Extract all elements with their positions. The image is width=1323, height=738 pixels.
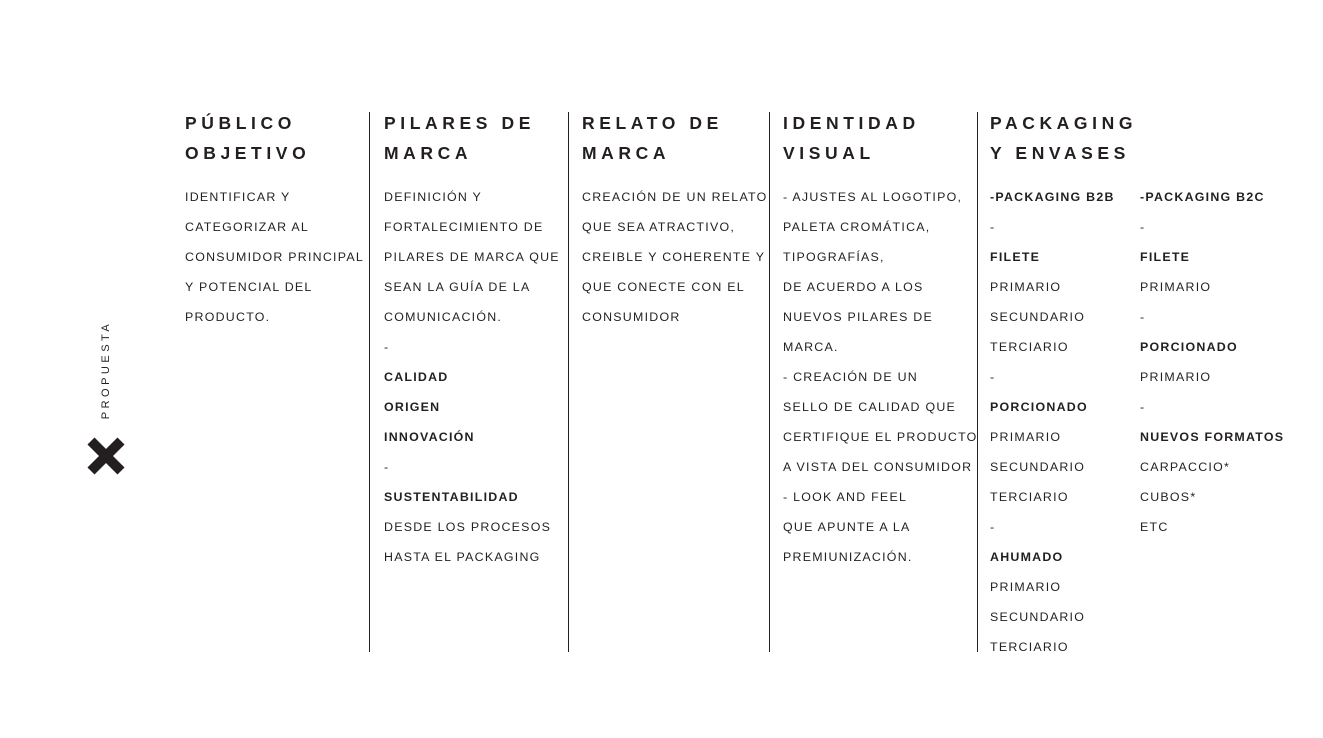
text-line: PRIMARIO (990, 430, 1062, 444)
bold-label: SUSTENTABILIDAD (384, 490, 519, 504)
text-line: Y POTENCIAL DEL (185, 280, 313, 294)
text-line: QUE SEA ATRACTIVO, (582, 220, 736, 234)
text-line: CUBOS* (1140, 490, 1197, 504)
bold-label: NUEVOS FORMATOS (1140, 430, 1285, 444)
column-body (384, 182, 560, 572)
subcolumn-b2c (1140, 182, 1284, 542)
column-title-line: MARCA (384, 143, 473, 163)
text-line: SECUNDARIO (990, 460, 1086, 474)
x-cross-icon (86, 436, 126, 476)
bold-label: -PACKAGING B2B (990, 190, 1115, 204)
dash-separator: - (990, 520, 996, 534)
dash-separator: - (1140, 220, 1146, 234)
text-line: IDENTIFICAR Y (185, 190, 291, 204)
subcolumn-b2b (990, 182, 1115, 662)
column-identidad-visual (783, 108, 978, 572)
text-line: PRIMARIO (1140, 280, 1212, 294)
text-line: PALETA CROMÁTICA, (783, 220, 931, 234)
text-line: - CREACIÓN DE UN (783, 370, 918, 384)
text-line: SEAN LA GUÍA DE LA (384, 280, 531, 294)
text-line: CREACIÓN DE UN RELATO (582, 190, 768, 204)
text-line: - LOOK AND FEEL (783, 490, 908, 504)
text-line: TERCIARIO (990, 640, 1069, 654)
column-title (582, 108, 768, 168)
column-publico-objetivo (185, 108, 364, 332)
column-title (384, 108, 560, 168)
column-title-line: Y ENVASES (990, 143, 1130, 163)
column-title-line: PILARES DE (384, 113, 536, 133)
text-line: SECUNDARIO (990, 310, 1086, 324)
column-title-line: OBJETIVO (185, 143, 311, 163)
column-packaging-y-envases (990, 108, 1310, 654)
text-line: SELLO DE CALIDAD QUE (783, 400, 957, 414)
dash-separator: - (990, 220, 996, 234)
column-pilares-de-marca (384, 108, 560, 572)
column-title-line: RELATO DE (582, 113, 723, 133)
text-line: ETC (1140, 520, 1169, 534)
text-line: SECUNDARIO (990, 610, 1086, 624)
column-title (185, 108, 364, 168)
column-body (185, 182, 364, 332)
bold-label: -PACKAGING B2C (1140, 190, 1265, 204)
text-line: CERTIFIQUE EL PRODUCTO (783, 430, 978, 444)
text-line: PRODUCTO. (185, 310, 271, 324)
text-line: - AJUSTES AL LOGOTIPO, (783, 190, 963, 204)
column-title-line: PACKAGING (990, 113, 1138, 133)
column-divider (568, 112, 569, 652)
bold-label: AHUMADO (990, 550, 1064, 564)
column-title-line: PÚBLICO (185, 113, 296, 133)
text-line: DE ACUERDO A LOS (783, 280, 924, 294)
text-line: HASTA EL PACKAGING (384, 550, 541, 564)
column-title (783, 108, 978, 168)
text-line: DESDE LOS PROCESOS (384, 520, 552, 534)
text-line: CARPACCIO* (1140, 460, 1231, 474)
text-line: TERCIARIO (990, 490, 1069, 504)
text-line: QUE APUNTE A LA (783, 520, 911, 534)
text-line: FORTALECIMIENTO DE (384, 220, 544, 234)
dash-separator: - (384, 460, 390, 474)
column-title-line: IDENTIDAD (783, 113, 920, 133)
text-line: NUEVOS PILARES DE (783, 310, 934, 324)
text-line: TERCIARIO (990, 340, 1069, 354)
dash-separator: - (1140, 400, 1146, 414)
bold-label: FILETE (1140, 250, 1191, 264)
column-relato-de-marca (582, 108, 768, 332)
text-line: PREMIUNIZACIÓN. (783, 550, 913, 564)
column-title-line: MARCA (582, 143, 671, 163)
dash-separator: - (990, 370, 996, 384)
bold-label: PORCIONADO (1140, 340, 1238, 354)
text-line: CREIBLE Y COHERENTE Y (582, 250, 766, 264)
bold-label: ORIGEN (384, 400, 441, 414)
column-divider (769, 112, 770, 652)
text-line: PRIMARIO (990, 280, 1062, 294)
bold-label: INNOVACIÓN (384, 430, 475, 444)
text-line: PRIMARIO (1140, 370, 1212, 384)
text-line: CATEGORIZAR AL (185, 220, 309, 234)
text-line: MARCA. (783, 340, 839, 354)
bold-label: CALIDAD (384, 370, 449, 384)
dash-separator: - (1140, 310, 1146, 324)
text-line: PRIMARIO (990, 580, 1062, 594)
bold-label: FILETE (990, 250, 1041, 264)
column-divider (369, 112, 370, 652)
bold-label: PORCIONADO (990, 400, 1088, 414)
text-line: CONSUMIDOR (582, 310, 681, 324)
text-line: A VISTA DEL CONSUMIDOR (783, 460, 973, 474)
text-line: CONSUMIDOR PRINCIPAL (185, 250, 364, 264)
dash-separator: - (384, 340, 390, 354)
side-label-propuesta: PROPUESTA (100, 320, 112, 420)
text-line: QUE CONECTE CON EL (582, 280, 745, 294)
text-line: TIPOGRAFÍAS, (783, 250, 885, 264)
column-title-line: VISUAL (783, 143, 875, 163)
text-line: DEFINICIÓN Y (384, 190, 483, 204)
column-body (582, 182, 768, 332)
column-body (783, 182, 978, 572)
column-title (990, 108, 1310, 168)
text-line: PILARES DE MARCA QUE (384, 250, 560, 264)
text-line: COMUNICACIÓN. (384, 310, 503, 324)
